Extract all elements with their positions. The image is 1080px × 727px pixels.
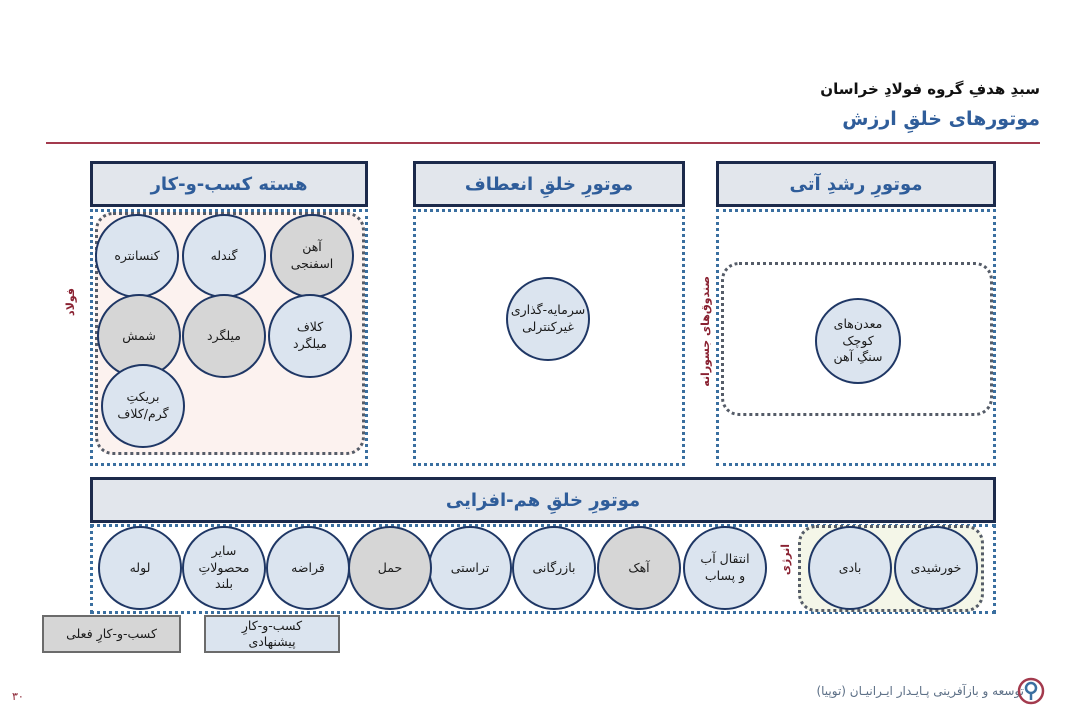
circle-concentrate: کنسانتره: [95, 214, 179, 298]
page-title: موتورهای خلقِ ارزش: [842, 108, 1040, 130]
circle-noncontrolling-investment: سرمایه-گذاری غیرکنترلی: [506, 277, 590, 361]
legend-active-business: کسب-و-کارِ فعلی: [42, 615, 181, 653]
synergy-engine-header: موتورِ خلقِ هم-افزایی: [90, 477, 996, 523]
legend-proposed-business: کسب-و-کارِ پیشنهادی: [204, 615, 340, 653]
circle-other-long-products: سایر محصولاتِ بلند: [182, 526, 266, 610]
core-business-header: هسته کسب-و-کار: [90, 161, 368, 207]
circle-pipe: لوله: [98, 526, 182, 610]
circle-small-iron-ore-mines: معدن‌های کوچک سنگِ آهن: [815, 298, 901, 384]
page-number: ۳۰: [12, 690, 24, 703]
subtitle: سبدِ هدفِ گروه فولادِ خراسان: [820, 80, 1040, 98]
venture-funds-side-label: صندوق‌های جسورانه: [699, 276, 712, 387]
resilience-engine-header: موتورِ خلقِ انعطاف: [413, 161, 685, 207]
circle-rebar: میلگرد: [182, 294, 266, 378]
circle-trading: بازرگانی: [512, 526, 596, 610]
footer-org-name: توسعه و بازآفرینی پـایـدار ایـرانیـان (توپیا): [816, 684, 1024, 698]
circle-transport: حمل: [348, 526, 432, 610]
topia-logo-icon: [1016, 676, 1046, 706]
growth-engine-header: موتورِ رشدِ آتی: [716, 161, 996, 207]
circle-hot-briquette: بریکتِ گرم/کلاف: [101, 364, 185, 448]
circle-pellet: گندله: [182, 214, 266, 298]
title-divider: [46, 142, 1040, 144]
circle-machining: تراستی: [428, 526, 512, 610]
energy-side-label: انرژی: [779, 544, 792, 576]
circle-rebar-coil: کلاف میلگرد: [268, 294, 352, 378]
circle-lime: آهک: [597, 526, 681, 610]
circle-billet: شمش: [97, 294, 181, 378]
circle-scrap: قراضه: [266, 526, 350, 610]
circle-water-wastewater-transfer: انتقال آب و پساب: [683, 526, 767, 610]
circle-wind: بادی: [808, 526, 892, 610]
circle-sponge-iron: آهن اسفنجی: [270, 214, 354, 298]
steel-side-label: فولاد: [64, 288, 77, 316]
circle-solar: خورشیدی: [894, 526, 978, 610]
